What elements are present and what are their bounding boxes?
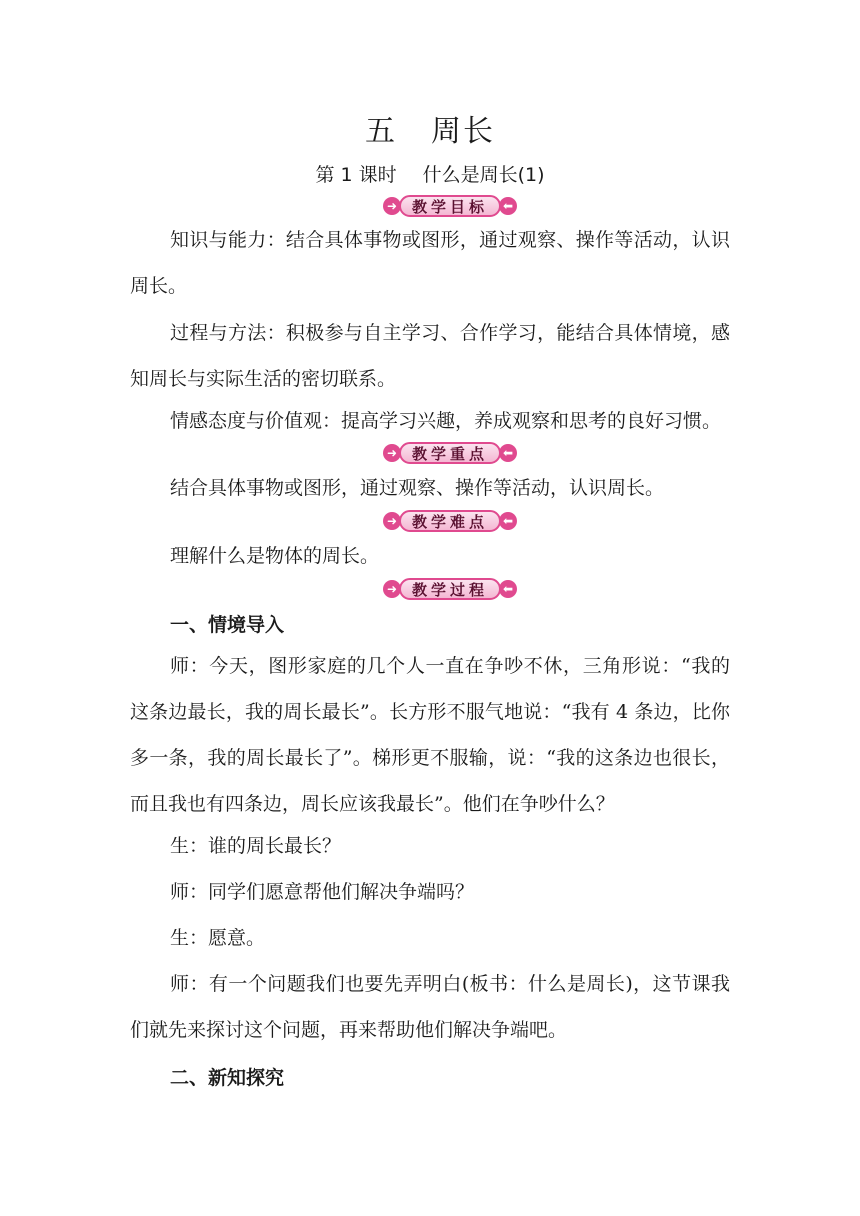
goal-knowledge: 知识与能力：结合具体事物或图形，通过观察、操作等活动，认识周长。 — [130, 229, 730, 297]
key-point-text: 结合具体事物或图形，通过观察、操作等活动，认识周长。 — [170, 477, 665, 499]
goal-attitude: 情感态度与价值观：提高学习兴趣，养成观察和思考的良好习惯。 — [170, 410, 722, 432]
arrow-right-icon: ➜ — [383, 444, 401, 462]
lesson-name: 什么是周长(1) — [422, 164, 545, 186]
dialogue-student-1: 生：谁的周长最长？ — [170, 835, 342, 857]
arrow-right-icon: ➜ — [383, 197, 401, 215]
dialogue-teacher-2: 师：同学们愿意帮他们解决争端吗？ — [170, 881, 475, 903]
section-heading-intro: 一、情境导入 — [170, 614, 285, 636]
banner-key-points — [381, 442, 519, 464]
goal-process: 过程与方法：积极参与自主学习、合作学习，能结合具体情境，感知周长与实际生活的密切联系。 — [130, 322, 730, 390]
chapter-name: 周长 — [431, 114, 495, 149]
banner-label: 教学过程 — [411, 580, 488, 599]
arrow-left-icon: ⬅ — [499, 197, 517, 215]
arrow-right-icon: ➜ — [383, 512, 401, 530]
banner-teaching-process — [381, 578, 519, 600]
dialogue-teacher-3: 师：有一个问题我们也要先弄明白(板书：什么是周长)，这节课我们就先来探讨这个问题，再来帮助他们解决争端吧。 — [130, 973, 730, 1041]
banner-difficulties — [381, 510, 519, 532]
chapter-title — [0, 106, 860, 150]
arrow-left-icon: ⬅ — [499, 512, 517, 530]
arrow-right-icon: ➜ — [383, 580, 401, 598]
dialogue-teacher-1: 师：今天，图形家庭的几个人一直在争吵不休，三角形说：“我的这条边最长，我的周长最长”。长方形不服气地说：“我有 4 条边，比你多一条，我的周长最长了”。梯形更不服输，说：“我的这条边也很长，而且我也有四条边，周长应该我最长”。他们在争吵什么？ — [130, 655, 730, 815]
banner-label: 教学重点 — [411, 444, 488, 463]
banner-teaching-goals — [381, 195, 519, 217]
banner-label: 教学目标 — [411, 197, 488, 216]
chapter-number: 五 — [365, 114, 397, 149]
dialogue-student-2: 生：愿意。 — [170, 927, 266, 949]
arrow-left-icon: ⬅ — [499, 444, 517, 462]
lesson-title — [0, 160, 860, 187]
lesson-label: 第 1 课时 — [315, 164, 397, 186]
section-heading-explore: 二、新知探究 — [170, 1067, 285, 1089]
difficulty-text: 理解什么是物体的周长。 — [170, 545, 380, 567]
arrow-left-icon: ⬅ — [499, 580, 517, 598]
banner-label: 教学难点 — [411, 512, 488, 531]
